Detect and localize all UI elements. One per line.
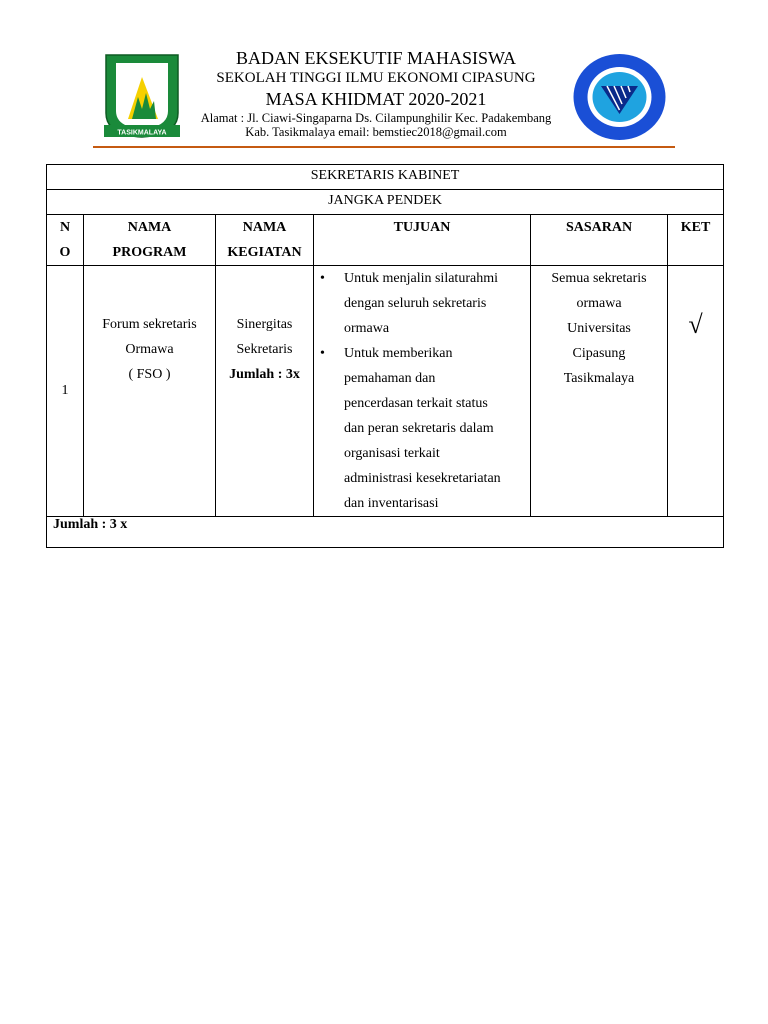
tujuan-1-line-3: ormawa (344, 321, 390, 336)
footer-total: Jumlah : 3 x (53, 517, 128, 532)
tujuan-2-line-7: dan inventarisasi (344, 496, 439, 511)
row-kegiatan (216, 266, 314, 517)
sasaran-line-5: Tasikmalaya (563, 371, 635, 386)
tujuan-2-line-2: pemahaman dan (344, 371, 436, 386)
tujuan-2-line-1: Untuk memberikan (344, 346, 453, 361)
sasaran-line-2: ormawa (576, 296, 622, 311)
header-no-line1: N (59, 220, 71, 235)
tujuan-1-line-2: dengan seluruh sekretaris (344, 296, 487, 311)
header-ket (668, 215, 724, 266)
header-ket-label: KET (680, 220, 711, 235)
checkmark-icon: √ (688, 310, 703, 339)
header-divider (93, 146, 675, 148)
school-title: SEKOLAH TINGGI ILMU EKONOMI CIPASUNG (216, 70, 536, 86)
tujuan-1-line-1: Untuk menjalin silaturahmi (344, 271, 498, 286)
header-kegiatan-line1: NAMA (242, 220, 287, 235)
program-table (46, 164, 724, 548)
kegiatan-count: Jumlah : 3x (229, 367, 300, 382)
program-line-3: ( FSO ) (128, 367, 171, 382)
bullet-icon: • (320, 346, 325, 361)
program-line-2: Ormawa (125, 342, 174, 357)
letterhead (0, 0, 768, 150)
sasaran-line-1: Semua sekretaris (551, 271, 647, 286)
row-no (47, 266, 84, 517)
tujuan-2-line-5: organisasi terkait (344, 446, 440, 461)
bem-stie-logo-icon (571, 52, 668, 142)
row-program (84, 266, 216, 517)
header-no-line2: O (59, 245, 71, 260)
row-ket (668, 266, 724, 517)
row-no-value: 1 (61, 383, 69, 398)
tujuan-2-line-3: pencerdasan terkait status (344, 396, 488, 411)
bullet-icon: • (320, 271, 325, 286)
tujuan-2-line-6: administrasi kesekretariatan (344, 471, 501, 486)
tujuan-list (314, 266, 530, 516)
stie-cipasung-logo-icon (100, 51, 184, 139)
address-line-1: Alamat : Jl. Ciawi-Singaparna Ds. Cilampunghilir Kec. Padakembang (200, 111, 552, 125)
address-line-2: Kab. Tasikmalaya email: bemstiec2018@gmail.com (245, 125, 507, 139)
list-item (320, 341, 530, 516)
section-header (47, 165, 724, 190)
header-sasaran (531, 215, 668, 266)
org-title: BADAN EKSEKUTIF MAHASISWA (235, 48, 516, 68)
header-tujuan-label: TUJUAN (393, 220, 451, 235)
section-title: SEKRETARIS KABINET (310, 168, 460, 183)
header-program (84, 215, 216, 266)
logo-banner-text: TASIKMALAYA (117, 129, 167, 137)
sasaran-line-4: Cipasung (572, 346, 626, 361)
subsection-header (47, 190, 724, 215)
period-title: MASA KHIDMAT 2020-2021 (265, 89, 487, 109)
row-tujuan (314, 266, 531, 517)
header-program-line2: PROGRAM (112, 245, 187, 260)
tujuan-2-line-4: dan peran sekretaris dalam (344, 421, 494, 436)
header-no (47, 215, 84, 266)
kegiatan-line-1: Sinergitas (236, 317, 293, 332)
program-line-1: Forum sekretaris (102, 317, 197, 332)
list-item (320, 266, 530, 341)
header-kegiatan-line2: KEGIATAN (227, 245, 302, 260)
header-sasaran-label: SASARAN (565, 220, 633, 235)
subsection-title: JANGKA PENDEK (328, 193, 443, 208)
header-program-line1: NAMA (127, 220, 172, 235)
table-row (47, 266, 724, 517)
header-tujuan (314, 215, 531, 266)
row-sasaran (531, 266, 668, 517)
sasaran-line-3: Universitas (567, 321, 631, 336)
kegiatan-line-2: Sekretaris (236, 342, 293, 357)
header-kegiatan (216, 215, 314, 266)
table-footer (47, 517, 724, 548)
